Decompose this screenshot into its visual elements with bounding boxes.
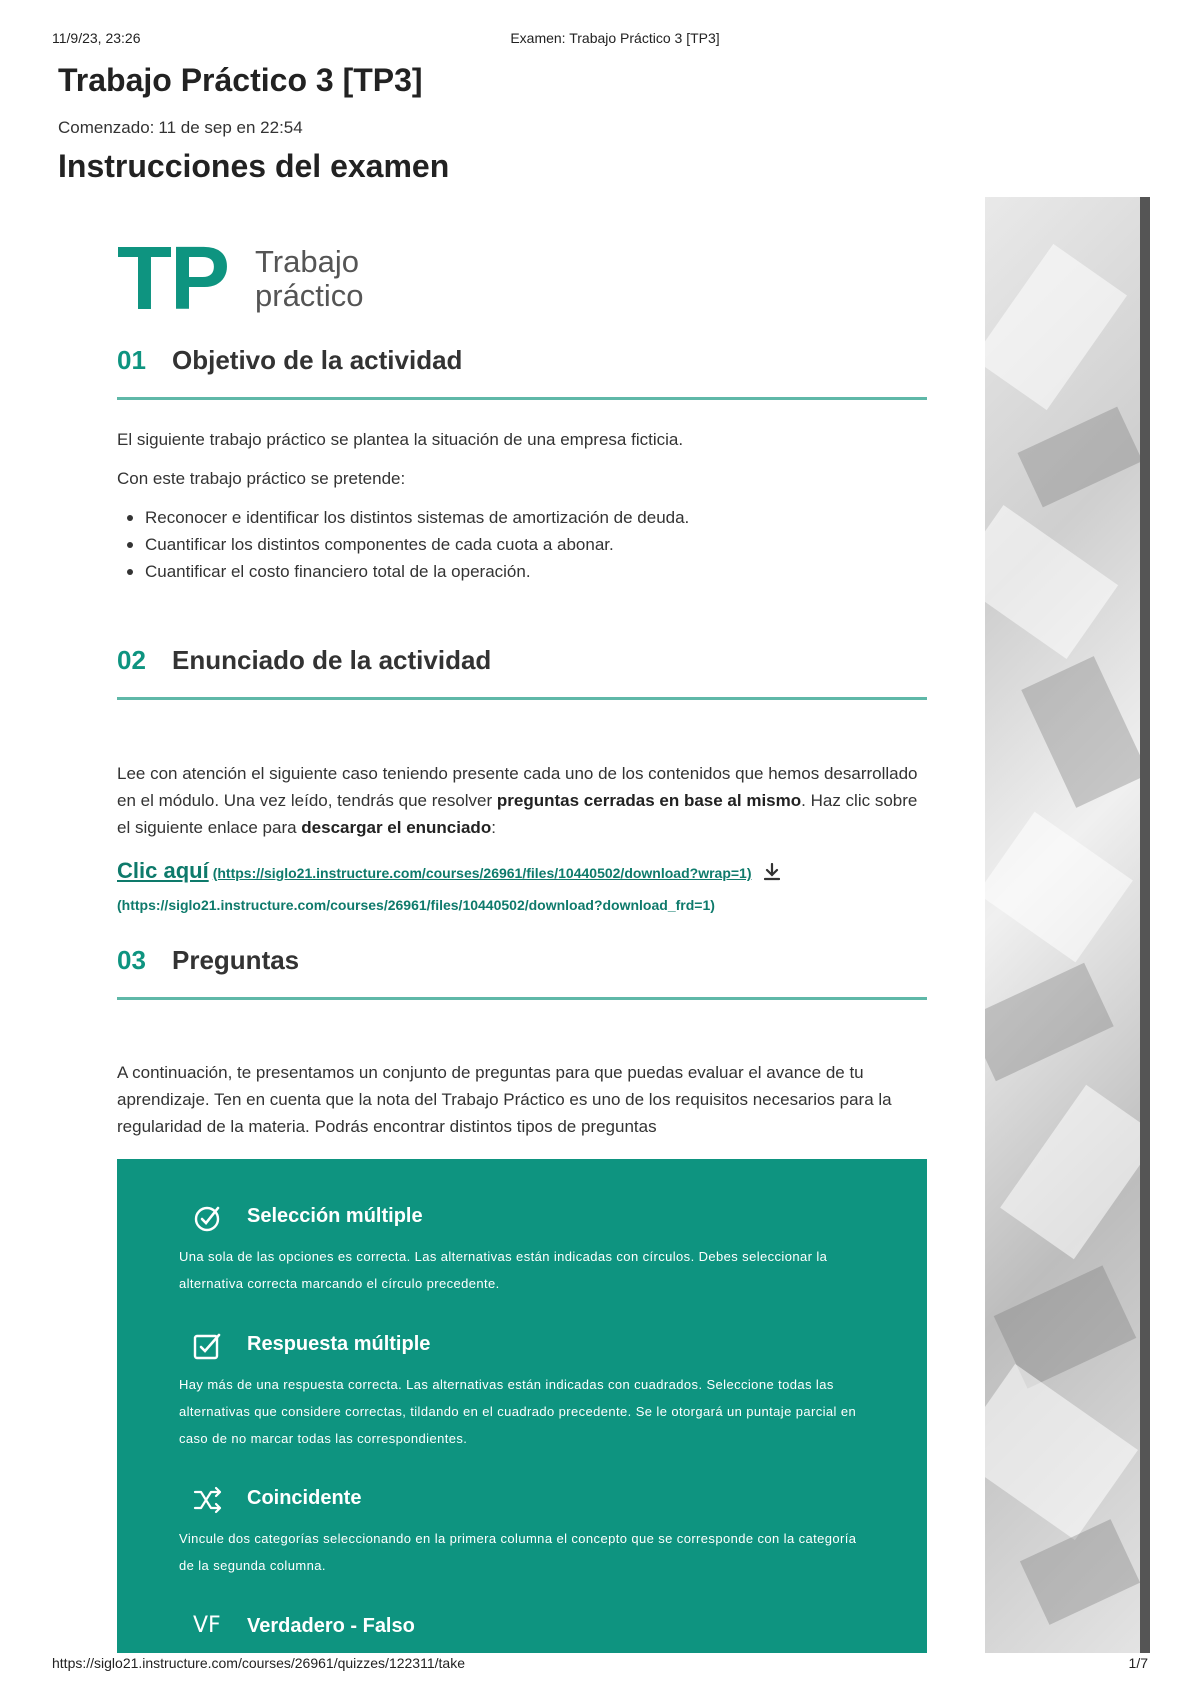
statement-paragraph (117, 760, 927, 841)
section-number: 01 (117, 345, 146, 375)
print-title: Examen: Trabajo Práctico 3 [TP3] (510, 30, 720, 46)
question-type-title: Coincidente (247, 1487, 362, 1509)
list-item: Cuantificar el costo financiero total de la operación. (117, 558, 927, 585)
question-type-title: Selección múltiple (247, 1205, 423, 1227)
clic-aqui-link[interactable]: Clic aquí (117, 858, 209, 883)
question-type-title: Respuesta múltiple (247, 1333, 431, 1355)
objective-list (117, 504, 927, 585)
print-url: https://siglo21.instructure.com/courses/26961/quizzes/122311/take (52, 1655, 465, 1671)
started-info (58, 118, 303, 138)
list-item: Cuantificar los distintos componentes de cada cuota a abonar. (117, 531, 927, 558)
shuffle-icon (193, 1485, 223, 1515)
question-type-title: Verdadero - Falso (247, 1615, 415, 1637)
print-footer (52, 1655, 1148, 1675)
statement-text-1: Lee con atención el siguiente caso teniendo presente cada uno de los contenidos que hemos desarrollado en el módulo. Una vez leído, tendrás que resolver (117, 764, 918, 810)
section-heading: Objetivo de la actividad (172, 345, 463, 375)
section-heading: Enunciado de la actividad (172, 645, 492, 675)
print-header (52, 30, 1148, 50)
vf-icon (193, 1613, 223, 1643)
instructions-title: Instrucciones del examen (58, 148, 450, 184)
objective-paragraph-1: El siguiente trabajo práctico se plantea la situación de una empresa ficticia. (117, 430, 684, 449)
section-number: 02 (117, 645, 146, 675)
section-number: 03 (117, 945, 146, 975)
statement-text-3: : (491, 818, 496, 837)
question-type-description: Una sola de las opciones es correcta. Las alternativas están indicadas con círculos. Debes seleccionar la alternativa correcta marcando el círculo precedente. (179, 1249, 828, 1291)
statement-link-url[interactable]: (https://siglo21.instructure.com/courses/26961/files/10440502/download?wrap=1) (212, 865, 752, 881)
section-divider (117, 997, 927, 1000)
page-title: Trabajo Práctico 3 [TP3] (58, 62, 423, 98)
download-icon[interactable] (764, 863, 780, 881)
section-divider (117, 697, 927, 700)
statement-text-2: . Haz clic sobre el siguiente enlace para (117, 791, 918, 837)
tp-logo-line1: Trabajo (255, 244, 359, 279)
check-circle-icon (193, 1203, 223, 1233)
questions-intro: A continuación, te presentamos un conjunto de preguntas para que puedas evaluar el avance de tu aprendizaje. Ten en cuenta que la nota del Trabajo Práctico es uno de los requisitos necesarios para la regularidad de la materia. Podrás encontrar distintos tipos de preguntas (117, 1063, 892, 1136)
tp-logo-text (255, 245, 364, 313)
download-link-row (117, 858, 927, 884)
started-value: 11 de sep en 22:54 (158, 118, 303, 137)
started-label: Comenzado: (58, 118, 155, 137)
tp-logo-line2: práctico (255, 278, 364, 313)
download-link-url[interactable]: (https://siglo21.instructure.com/courses/26961/files/10440502/download?download_frd=1) (117, 897, 715, 913)
print-datetime: 11/9/23, 23:26 (52, 30, 141, 46)
question-types-box (117, 1159, 927, 1653)
section-heading: Preguntas (172, 945, 300, 975)
question-type-description: Vincule dos categorías seleccionando en la primera columna el concepto que se corresponde con la categoría de la segunda columna. (179, 1531, 857, 1573)
vf-icon-text: VF (193, 1613, 221, 1638)
tp-logo-letters: TP (117, 229, 229, 329)
section-divider (117, 397, 927, 400)
question-type-description: Hay más de una respuesta correcta. Las alternativas están indicadas con cuadrados. Seleccione todas las alternativas que considere correctas, tildando en el cuadrado precedente. Se le otorgará un puntaje parcial en caso de no marcar todas las correspondientes. (179, 1377, 857, 1446)
check-square-icon (193, 1331, 223, 1361)
objective-paragraph-2: Con este trabajo práctico se pretende: (117, 469, 406, 488)
decorative-image (985, 197, 1150, 1653)
statement-bold-1: preguntas cerradas en base al mismo (496, 791, 802, 810)
list-item: Reconocer e identificar los distintos sistemas de amortización de deuda. (117, 504, 927, 531)
statement-bold-2: descargar el enunciado (301, 818, 492, 837)
page-number: 1/7 (1128, 1655, 1148, 1671)
